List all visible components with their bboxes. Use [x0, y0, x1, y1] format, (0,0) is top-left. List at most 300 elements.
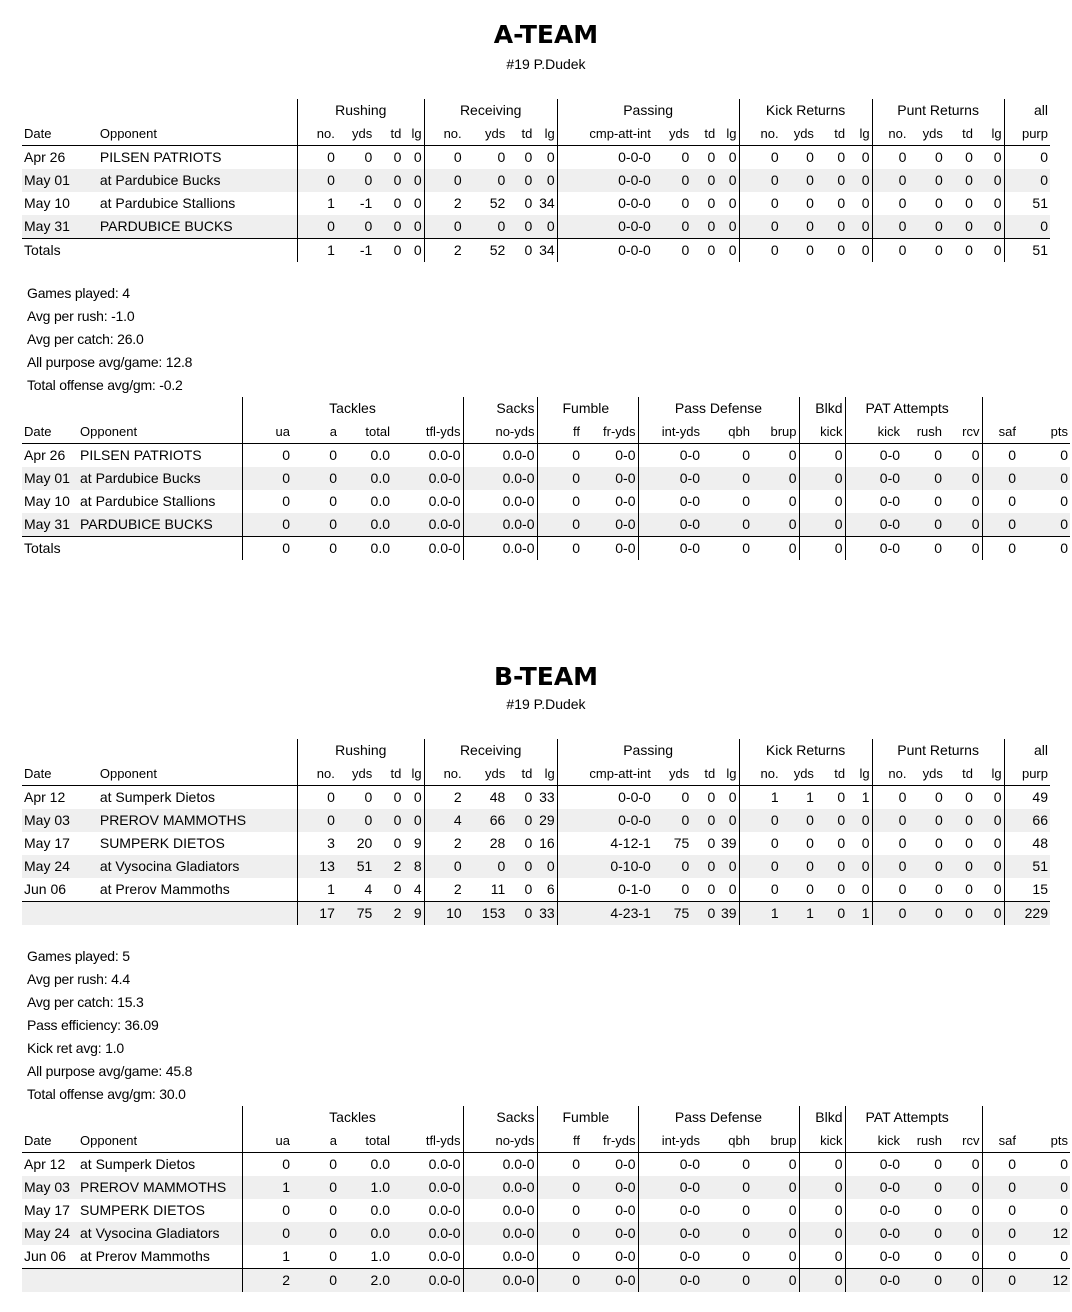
stat-cell: 0	[837, 789, 846, 805]
a-team-defense-table	[22, 397, 1070, 560]
stat-cell: 3	[297, 832, 336, 855]
column-header-row	[22, 122, 1050, 146]
stat-cell: 0	[242, 1199, 292, 1222]
group-header: Kick Returns	[739, 99, 872, 122]
stat-cell: 0	[908, 855, 944, 878]
summary-stat-line: Avg per catch: 15.3	[27, 994, 144, 1010]
stat-cell: 0	[908, 215, 944, 239]
stat-cell: 0-0	[845, 1222, 902, 1245]
opponent: PILSEN PATRIOTS	[80, 447, 202, 463]
stat-cell: 0	[1004, 215, 1050, 239]
stat-cell: 0	[971, 1156, 980, 1172]
a-team-offense-table	[22, 99, 1050, 262]
stat-cell: 0	[908, 169, 944, 192]
stat-cell: 0	[975, 215, 1004, 239]
stat-cell: 0	[944, 467, 982, 490]
summary-stat-line: Pass efficiency: 36.09	[27, 1017, 159, 1033]
stat-cell: 0	[537, 444, 582, 468]
stat-cell: 0	[837, 835, 846, 851]
table-row	[22, 444, 1070, 468]
stat-cell: 28	[489, 835, 506, 851]
stat-cell: 0	[329, 1248, 337, 1264]
stat-cell: 0	[975, 855, 1004, 878]
stat-cell: 0.0	[370, 493, 390, 509]
stat-cell: 1.0	[339, 1176, 392, 1199]
column-header: ff	[537, 1129, 582, 1153]
stat-cell: 0	[982, 1176, 1018, 1199]
total-cell: 0	[374, 239, 403, 263]
total-cell: 0	[752, 537, 799, 561]
column-header: td	[507, 122, 534, 146]
column-header: kick	[845, 420, 902, 444]
column-header: yds	[464, 762, 508, 786]
opponent: PREROV MAMMOTHS	[98, 809, 298, 832]
stat-cell: 0	[1060, 1248, 1069, 1264]
stat-cell: 0	[702, 513, 752, 537]
opponent: at Pardubice Stallions	[80, 493, 216, 509]
stat-cell: 0	[297, 146, 336, 170]
table-row	[22, 169, 1050, 192]
stat-cell: 0-0	[615, 1202, 636, 1218]
total-cell: 1	[847, 902, 872, 926]
total-cell: 0	[739, 239, 781, 263]
column-header: rush	[902, 420, 944, 444]
stat-cell: 0	[982, 513, 1018, 537]
stat-cell: 39	[720, 835, 737, 851]
stat-cell: 0	[739, 855, 781, 878]
total-cell: 2	[242, 1269, 292, 1293]
stat-cell: 0	[537, 1153, 582, 1177]
stat-cell: 0	[242, 444, 292, 468]
total-cell: 0	[292, 537, 339, 561]
stat-cell: 0	[292, 1176, 339, 1199]
stat-cell: 0-0	[638, 467, 702, 490]
stat-cell: 0	[292, 467, 339, 490]
game-date: May 01	[22, 467, 78, 490]
total-cell: 229	[1004, 902, 1050, 926]
stat-cell: 0.0-0	[463, 467, 537, 490]
group-header: all	[1004, 739, 1050, 762]
stat-cell: 0	[653, 215, 691, 239]
totals-row	[22, 239, 1050, 263]
game-date: Jun 06	[24, 1248, 67, 1264]
summary-stat-line: Total offense avg/gm: 30.0	[27, 1086, 186, 1102]
total-cell: 0	[872, 239, 908, 263]
stat-cell: 0	[653, 809, 691, 832]
stat-cell: 0	[799, 1199, 845, 1222]
column-header: yds	[781, 122, 816, 146]
stat-cell: 0	[847, 169, 872, 192]
stat-cell: 0-0	[638, 1245, 702, 1269]
stat-cell: 0	[872, 786, 908, 810]
stat-cell: 0-0	[845, 444, 902, 468]
column-header: yds	[464, 122, 508, 146]
stat-cell: 0	[799, 444, 845, 468]
total-cell: 0.0-0	[463, 1269, 537, 1293]
column-header: lg	[717, 122, 739, 146]
column-header: td	[374, 122, 403, 146]
column-header-row	[22, 420, 1070, 444]
stat-cell: 2	[424, 192, 463, 215]
column-header: cmp-att-int	[557, 762, 653, 786]
stat-cell: 2	[374, 855, 403, 878]
stat-cell: 0	[653, 855, 691, 878]
stat-cell: 0-0-0	[557, 169, 653, 192]
stat-cell: 0.0-0	[392, 1222, 463, 1245]
column-header: rcv	[944, 420, 982, 444]
stat-cell: 0	[982, 1245, 1018, 1269]
stat-cell: 0	[739, 878, 781, 902]
stat-cell: 0	[707, 835, 716, 851]
stat-cell: 0-0	[845, 467, 902, 490]
column-header: a	[292, 420, 339, 444]
stat-cell: 0	[242, 513, 292, 537]
stat-cell: 0	[739, 809, 781, 832]
stat-cell: 0	[681, 881, 690, 897]
total-cell: 51	[1004, 239, 1050, 263]
stat-cell: 0	[707, 881, 716, 897]
stat-cell: 0	[537, 1176, 582, 1199]
stat-cell: 0	[242, 467, 292, 490]
opponent: SUMPERK DIETOS	[99, 835, 225, 851]
totals-label: Totals	[22, 239, 98, 263]
stat-cell: 0.0-0	[463, 1222, 537, 1245]
stat-cell: 1	[739, 786, 781, 810]
total-cell: 39	[717, 902, 739, 926]
stat-cell: 0	[965, 149, 973, 165]
column-header: purp	[1004, 762, 1050, 786]
stat-cell: 0	[816, 809, 847, 832]
game-date: May 31	[22, 215, 98, 239]
stat-cell: 0	[945, 855, 975, 878]
table-row	[22, 513, 1070, 537]
stat-cell: 0	[934, 493, 943, 509]
totals-row	[22, 1269, 1070, 1293]
a-team-summary-stats	[27, 282, 192, 397]
total-cell: 0-0	[845, 1269, 902, 1293]
summary-stat-line: Total offense avg/gm: -0.2	[27, 377, 183, 393]
stat-cell: 0	[788, 447, 797, 463]
column-header: yds	[781, 762, 816, 786]
stat-cell: 0	[799, 1245, 845, 1269]
stat-cell: 0	[752, 1176, 799, 1199]
stat-cell: 0	[524, 195, 533, 211]
game-date: May 17	[24, 1202, 70, 1218]
stat-cell: 0	[781, 809, 816, 832]
total-cell: 0-0	[845, 537, 902, 561]
stat-cell: 0	[702, 1222, 752, 1245]
stat-cell: 0	[717, 809, 739, 832]
stat-cell: 0	[806, 195, 814, 211]
stat-cell: 0	[534, 855, 557, 878]
total-cell: 0-0	[582, 537, 638, 561]
totals-label	[22, 1269, 78, 1293]
stat-cell: 0	[982, 1153, 1018, 1177]
summary-stat-line: All purpose avg/game: 12.8	[27, 354, 193, 370]
column-header: yds	[337, 122, 374, 146]
stat-cell: 0-0-0	[557, 809, 653, 832]
opponent: at Pardubice Bucks	[98, 169, 298, 192]
stat-cell: 0	[902, 1176, 944, 1199]
column-header: ff	[537, 420, 582, 444]
stat-cell: 0	[242, 490, 292, 513]
group-header: Receiving	[424, 99, 557, 122]
column-header: yds	[908, 762, 944, 786]
stat-cell: 0	[788, 1156, 797, 1172]
total-cell	[98, 239, 298, 263]
stat-cell: 0	[752, 467, 799, 490]
stat-cell: 0	[872, 855, 908, 878]
stat-cell: 0	[728, 789, 737, 805]
stat-cell: 34	[539, 195, 555, 211]
group-header: PAT Attempts	[845, 397, 982, 420]
total-cell: 0	[702, 1269, 752, 1293]
column-header: purp	[1004, 122, 1050, 146]
opponent: at Prerov Mammoths	[80, 1248, 210, 1264]
column-header: lg	[403, 762, 424, 786]
column-header: qbh	[702, 1129, 752, 1153]
stat-cell: 66	[464, 809, 508, 832]
stat-cell: 0	[464, 855, 508, 878]
stat-cell: 0	[788, 493, 797, 509]
group-header: Fumble	[537, 1106, 638, 1129]
stat-cell: 1	[242, 1245, 292, 1269]
stat-cell: 0	[742, 1248, 750, 1264]
total-cell: 0	[799, 537, 845, 561]
stat-cell: 0.0-0	[463, 513, 537, 537]
stat-cell: 1	[861, 789, 870, 805]
column-header: total	[339, 1129, 392, 1153]
game-date: Apr 26	[24, 447, 66, 463]
column-header: td	[816, 762, 847, 786]
stat-cell: 0	[982, 467, 1018, 490]
stat-cell: 52	[489, 195, 506, 211]
stat-cell: 0	[393, 789, 402, 805]
total-cell: -1	[337, 239, 374, 263]
stat-cell: 0	[971, 1248, 980, 1264]
table-row	[22, 192, 1050, 215]
stat-cell: 0	[739, 832, 781, 855]
b-team-player-name: #19 P.Dudek	[506, 696, 586, 712]
stat-cell: 0	[861, 149, 870, 165]
stat-cell: 0	[507, 169, 534, 192]
stat-cell: 0	[653, 169, 691, 192]
stat-cell: 0	[944, 1176, 982, 1199]
stat-cell: 0	[534, 169, 557, 192]
column-header: td	[507, 762, 534, 786]
stat-cell: 0	[681, 195, 690, 211]
column-header: lg	[847, 122, 872, 146]
total-cell: 0	[945, 239, 975, 263]
stat-cell: 0	[297, 215, 336, 239]
game-date: May 01	[22, 169, 98, 192]
column-header: pts	[1018, 1129, 1070, 1153]
stat-cell: 0	[788, 1248, 797, 1264]
total-cell: 0	[691, 902, 717, 926]
stat-cell: 0.0-0	[428, 1248, 461, 1264]
opponent: at Prerov Mammoths	[99, 881, 230, 897]
column-header: a	[292, 1129, 339, 1153]
stat-cell: 0	[297, 169, 336, 192]
table-row	[22, 878, 1050, 902]
stat-cell: 16	[539, 835, 555, 851]
column-header: Opponent	[78, 1129, 242, 1153]
stat-cell: 0-0	[638, 1176, 702, 1199]
stat-cell: 0-0	[638, 1199, 702, 1222]
stat-cell: 0	[337, 169, 374, 192]
stat-cell: 0	[707, 149, 716, 165]
stat-cell: 0	[393, 835, 402, 851]
stat-cell: 0.0	[339, 513, 392, 537]
total-cell: 0	[537, 1269, 582, 1293]
stat-cell: 0	[507, 855, 534, 878]
total-cell: 12	[1018, 1269, 1070, 1293]
stat-cell: 49	[1004, 786, 1050, 810]
stat-cell: 0-1-0	[557, 878, 653, 902]
total-cell: 0.0	[339, 537, 392, 561]
total-cell: 0	[975, 902, 1004, 926]
stat-cell: 0-0-0	[557, 192, 653, 215]
stat-cell: 0	[806, 149, 814, 165]
stat-cell: 4-12-1	[557, 832, 653, 855]
column-header: rush	[902, 1129, 944, 1153]
stat-cell: 0-0	[845, 1153, 902, 1177]
column-header: kick	[799, 1129, 845, 1153]
stat-cell: 0	[242, 1153, 292, 1177]
group-header: Sacks	[463, 1106, 537, 1129]
stat-cell: 0	[872, 169, 908, 192]
column-header: lg	[534, 122, 557, 146]
summary-stat-line: All purpose avg/game: 45.8	[27, 1063, 193, 1079]
stat-cell: 0	[524, 789, 533, 805]
stat-cell: 0	[691, 809, 717, 832]
column-header: saf	[982, 1129, 1018, 1153]
stat-cell: 0-0	[638, 1153, 702, 1177]
total-cell: 1	[739, 902, 781, 926]
stat-cell: 0.0-0	[463, 1176, 537, 1199]
stat-cell: 0-0	[582, 513, 638, 537]
total-cell: 0-0	[638, 537, 702, 561]
game-date: Apr 12	[24, 789, 66, 805]
stat-cell: 0	[742, 1156, 750, 1172]
stat-cell: 0.0	[339, 467, 392, 490]
stat-cell: 0.0	[370, 1156, 390, 1172]
stat-cell: 0	[1018, 1176, 1070, 1199]
column-header: saf	[982, 420, 1018, 444]
stat-cell: 0	[537, 1222, 582, 1245]
column-header: no.	[739, 762, 781, 786]
group-header: Rushing	[297, 99, 424, 122]
stat-cell: 0.0	[339, 1222, 392, 1245]
stat-cell: 0	[681, 789, 690, 805]
stat-cell: 9	[413, 835, 422, 851]
total-cell: 2.0	[339, 1269, 392, 1293]
stat-cell: 0.0-0	[428, 1156, 461, 1172]
total-cell: 0	[507, 239, 534, 263]
opponent: PREROV MAMMOTHS	[78, 1176, 242, 1199]
stat-cell: 0	[297, 809, 336, 832]
total-cell: 0	[945, 902, 975, 926]
stat-cell: 0	[702, 467, 752, 490]
column-header: ua	[242, 420, 292, 444]
stat-cell: 0	[364, 789, 373, 805]
b-team-offense-table	[22, 739, 1050, 925]
stat-cell: 48	[489, 789, 506, 805]
stat-cell: 0	[739, 169, 781, 192]
stat-cell: 0	[993, 195, 1002, 211]
stat-cell: 0.0-0	[463, 490, 537, 513]
stat-cell: 0	[861, 835, 870, 851]
stat-cell: 0	[374, 169, 403, 192]
total-cell: 0	[403, 239, 424, 263]
column-header: fr-yds	[582, 1129, 638, 1153]
total-cell: 4-23-1	[557, 902, 653, 926]
column-header: no.	[297, 762, 336, 786]
column-header: brup	[752, 1129, 799, 1153]
stat-cell: 0	[944, 1222, 982, 1245]
stat-cell: 0.0-0	[428, 493, 461, 509]
group-header: Blkd	[799, 397, 845, 420]
game-date: May 24	[22, 1222, 78, 1245]
stat-cell: 0	[464, 169, 508, 192]
group-header: Punt Returns	[872, 99, 1004, 122]
stat-cell: 0	[861, 195, 870, 211]
stat-cell: 0	[364, 149, 373, 165]
column-header: td	[691, 762, 717, 786]
column-header: Opponent	[78, 420, 242, 444]
stat-cell: 0-0	[638, 444, 702, 468]
column-header: Opponent	[98, 762, 298, 786]
group-header: Blkd	[799, 1106, 845, 1129]
stat-cell: 0	[393, 881, 402, 897]
stat-cell: 51	[1004, 855, 1050, 878]
a-team-player-name: #19 P.Dudek	[506, 56, 586, 72]
summary-stat-line: Games played: 4	[27, 285, 130, 301]
column-header: td	[374, 762, 403, 786]
column-header: no-yds	[463, 420, 537, 444]
total-cell: 0-0	[638, 1269, 702, 1293]
column-header: lg	[534, 762, 557, 786]
stat-cell: 0	[934, 1248, 943, 1264]
column-header: qbh	[702, 420, 752, 444]
game-date: May 03	[22, 809, 98, 832]
group-header: Passing	[557, 739, 739, 762]
stat-cell: 0	[537, 1245, 582, 1269]
stat-cell: 0	[537, 1199, 582, 1222]
total-cell: 153	[464, 902, 508, 926]
stat-cell: 0	[1018, 513, 1070, 537]
stat-cell: 0	[728, 881, 737, 897]
totals-row	[22, 537, 1070, 561]
total-cell	[98, 902, 298, 926]
stat-cell: 0-0	[638, 490, 702, 513]
table-row	[22, 1176, 1070, 1199]
stat-cell: 0	[681, 149, 690, 165]
stat-cell: 4	[364, 881, 373, 897]
stat-cell: 0	[806, 835, 814, 851]
stat-cell: 0	[993, 881, 1002, 897]
stat-cell: 0	[975, 169, 1004, 192]
stat-cell: 0	[816, 169, 847, 192]
column-header-row	[22, 762, 1050, 786]
stat-cell: 0-0	[845, 513, 902, 537]
stat-cell: 0	[781, 215, 816, 239]
stat-cell: 0	[717, 215, 739, 239]
stat-cell: 20	[356, 835, 373, 851]
stat-cell: 0	[1060, 447, 1069, 463]
column-header: kick	[845, 1129, 902, 1153]
group-header: Tackles	[242, 397, 463, 420]
